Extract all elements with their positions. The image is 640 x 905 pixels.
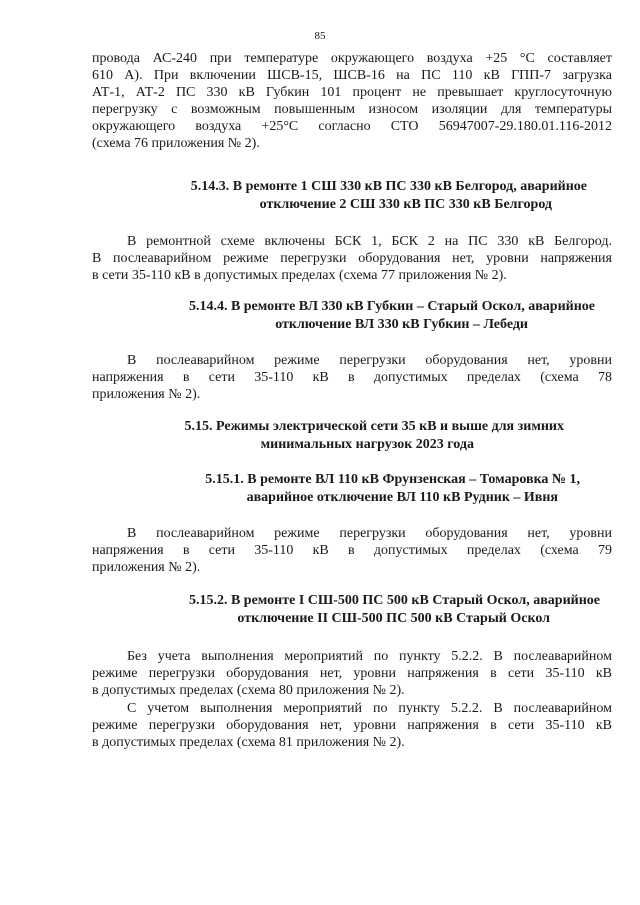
heading-5-14-3-line-1: 5.14.3. В ремонте 1 СШ 330 кВ ПС 330 кВ Белгород, аварийное [190, 179, 587, 194]
heading-5-14-3-line-2: отключение 2 СШ 330 кВ ПС 330 кВ Белгород [259, 197, 552, 212]
heading-5-14-4-line-1: 5.14.4. В ремонте ВЛ 330 кВ Губкин – Старый Оскол, аварийное [188, 299, 595, 314]
heading-5-14-4-line-2: отключение ВЛ 330 кВ Губкин – Лебеди [275, 317, 528, 332]
text-line: режиме перегрузки оборудования нет, уровни напряжения в сети 35-110 кВ [92, 666, 612, 681]
text-line: В ремонтной схеме включены БСК 1, БСК 2 на ПС 330 кВ Белгород. [127, 234, 612, 249]
section-5-15-1-body [92, 525, 612, 576]
heading-5-15-line-1: 5.15. Режимы электрической сети 35 кВ и выше для зимних [184, 419, 564, 434]
text-line: (схема 76 приложения № 2). [92, 136, 260, 151]
section-5-15-2-paragraph-2 [92, 700, 612, 751]
page-number: 85 [314, 30, 326, 42]
text-line: перегрузку с возможным повышенным износом изоляции для температуры [92, 102, 612, 117]
text-line: провода АС-240 при температуре окружающего воздуха +25 °С составляет [92, 51, 612, 66]
heading-5-15-2-line-1: 5.15.2. В ремонте I СШ-500 ПС 500 кВ Старый Оскол, аварийное [188, 593, 600, 608]
text-line: С учетом выполнения мероприятий по пункту 5.2.2. В послеаварийном [127, 701, 612, 716]
text-line: приложения № 2). [92, 387, 201, 402]
text-line: АТ-1, АТ-2 ПС 330 кВ Губкин 101 процент не превышает круглосуточную [92, 85, 612, 100]
text-line: В послеаварийном режиме перегрузки оборудования нет, уровни [127, 353, 612, 368]
text-line: окружающего воздуха +25°С согласно СТО 56947007-29.180.01.116-2012 [92, 119, 612, 134]
heading-5-15-line-2: минимальных нагрузок 2023 года [260, 437, 474, 452]
section-5-14-3-body [92, 233, 612, 284]
heading-5-15-1-line-1: 5.15.1. В ремонте ВЛ 110 кВ Фрунзенская – Томаровка № 1, [205, 472, 580, 487]
text-line: Без учета выполнения мероприятий по пункту 5.2.2. В послеаварийном [127, 649, 612, 664]
text-line: напряжения в сети 35-110 кВ в допустимых пределах (схема 78 [92, 370, 612, 385]
text-line: В послеаварийном режиме перегрузки оборудования нет, уровни напряжения [92, 251, 612, 266]
section-5-14-4-body [92, 352, 612, 403]
section-5-15-2-paragraph-1 [92, 648, 612, 699]
heading-5-15-2-line-2: отключение II СШ-500 ПС 500 кВ Старый Оскол [237, 611, 550, 626]
text-line: 610 А). При включении ШСВ-15, ШСВ-16 на ПС 110 кВ ГПП-7 загрузка [92, 68, 612, 83]
heading-5-15-1-line-2: аварийное отключение ВЛ 110 кВ Рудник – Ивня [246, 490, 558, 505]
text-line: в допустимых пределах (схема 81 приложения № 2). [92, 735, 405, 750]
text-line: В послеаварийном режиме перегрузки оборудования нет, уровни [127, 526, 612, 541]
text-line: режиме перегрузки оборудования нет, уровни напряжения в сети 35-110 кВ [92, 718, 612, 733]
text-line: приложения № 2). [92, 560, 201, 575]
text-line: в допустимых пределах (схема 80 приложения № 2). [92, 683, 405, 698]
text-line: в сети 35-110 кВ в допустимых пределах (схема 77 приложения № 2). [92, 268, 507, 283]
text-line: напряжения в сети 35-110 кВ в допустимых пределах (схема 79 [92, 543, 612, 558]
paragraph-1 [92, 50, 612, 152]
